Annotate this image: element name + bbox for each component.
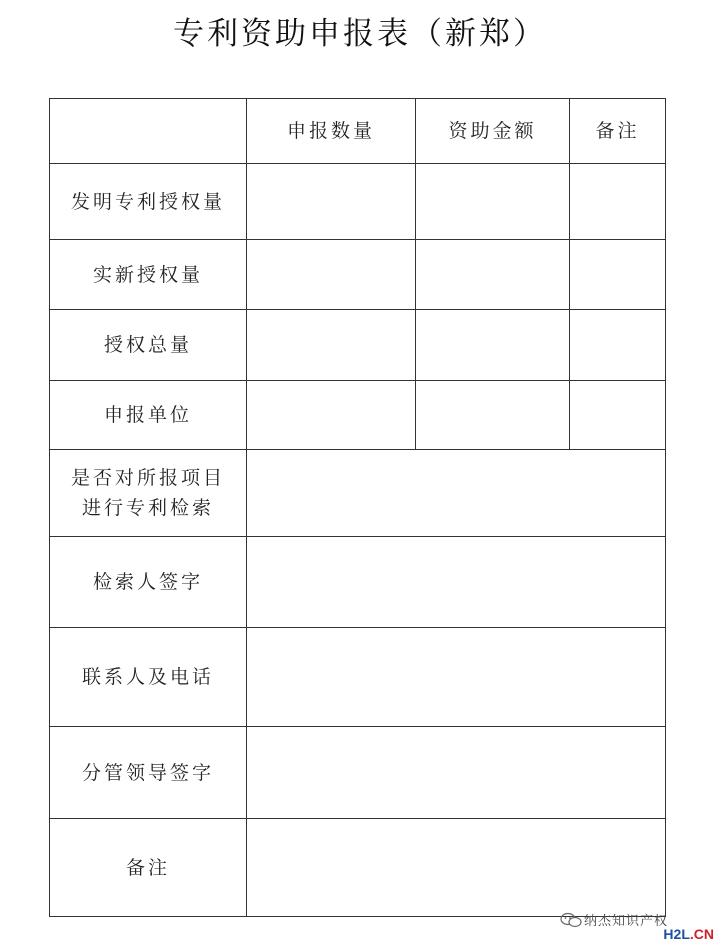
table-row	[50, 310, 666, 381]
table-row-wide	[50, 628, 666, 727]
row-label-line: 进行专利检索	[81, 497, 214, 519]
input-cell-remarks[interactable]	[570, 310, 666, 381]
row-label: 授权总量	[50, 310, 247, 381]
table-row-wide	[50, 727, 666, 819]
input-cell-remarks[interactable]	[570, 240, 666, 310]
table-row	[50, 381, 666, 450]
row-label-line: 是否对所报项目	[70, 467, 225, 489]
input-cell-quantity[interactable]	[247, 240, 416, 310]
row-label: 分管领导签字	[50, 727, 247, 819]
header-cell-quantity: 申报数量	[247, 99, 416, 164]
page-title: 专利资助申报表（新郑）	[173, 16, 547, 52]
input-cell-wide[interactable]	[247, 819, 666, 917]
table-row	[50, 164, 666, 240]
input-cell-remarks[interactable]	[570, 164, 666, 240]
row-label: 备注	[50, 819, 247, 917]
input-cell-amount[interactable]	[416, 240, 570, 310]
wechat-icon	[560, 912, 582, 928]
input-cell-remarks[interactable]	[570, 381, 666, 450]
table-row-wide	[50, 450, 666, 537]
input-cell-quantity[interactable]	[247, 310, 416, 381]
row-label: 实新授权量	[50, 240, 247, 310]
row-label	[50, 450, 247, 537]
row-label: 申报单位	[50, 381, 247, 450]
table-header-row	[50, 99, 666, 164]
header-cell-blank	[50, 99, 247, 164]
table-row-wide	[50, 537, 666, 628]
input-cell-amount[interactable]	[416, 164, 570, 240]
input-cell-wide[interactable]	[247, 727, 666, 819]
application-form-table	[49, 98, 666, 917]
site-logo: H2L.CN	[663, 926, 714, 942]
header-cell-amount: 资助金额	[416, 99, 570, 164]
row-label: 联系人及电话	[50, 628, 247, 727]
input-cell-wide[interactable]	[247, 537, 666, 628]
watermark-text: 纳杰知识产权	[584, 914, 669, 929]
table-row	[50, 240, 666, 310]
input-cell-wide[interactable]	[247, 628, 666, 727]
input-cell-amount[interactable]	[416, 310, 570, 381]
input-cell-quantity[interactable]	[247, 164, 416, 240]
row-label: 检索人签字	[50, 537, 247, 628]
table-row-wide	[50, 819, 666, 917]
header-cell-remarks: 备注	[570, 99, 666, 164]
input-cell-quantity[interactable]	[247, 381, 416, 450]
watermark	[560, 906, 720, 946]
row-label: 发明专利授权量	[50, 164, 247, 240]
input-cell-amount[interactable]	[416, 381, 570, 450]
input-cell-wide[interactable]	[247, 450, 666, 537]
